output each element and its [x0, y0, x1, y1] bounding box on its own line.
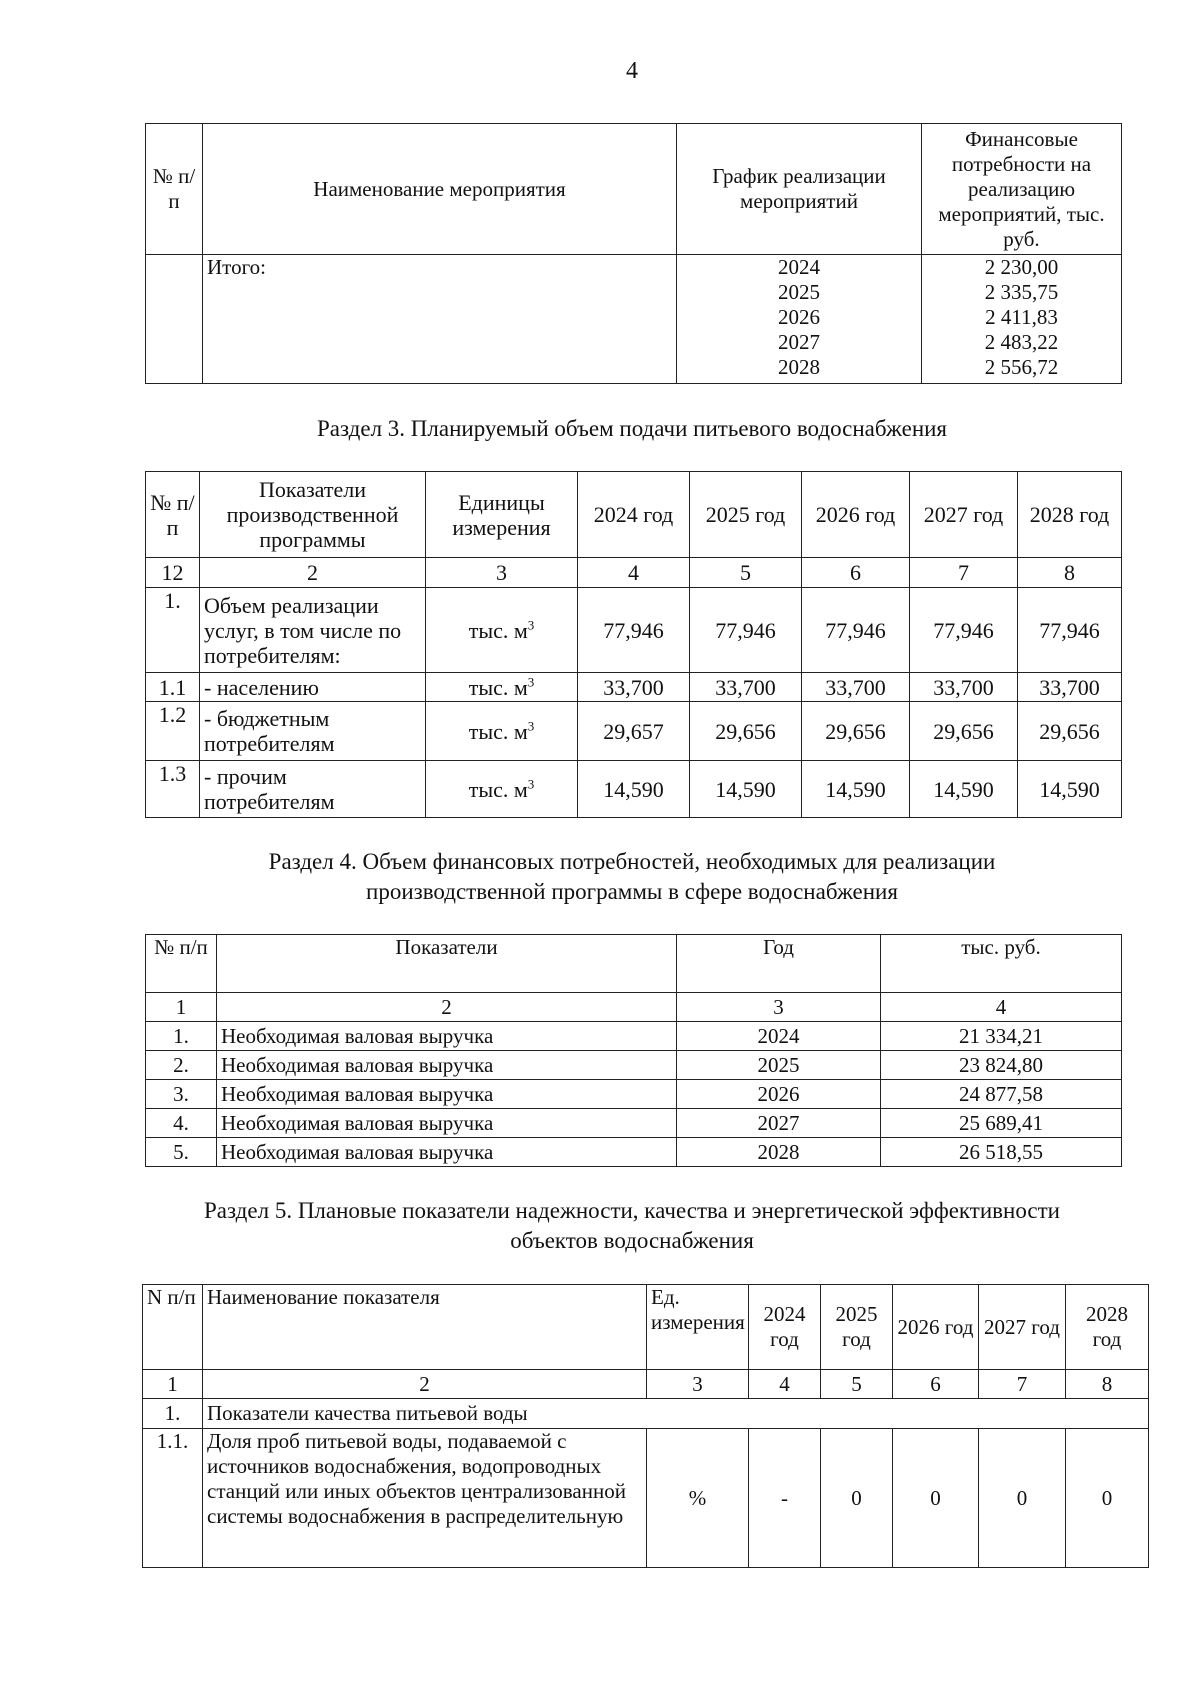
cell-text: 3 — [527, 617, 535, 633]
years-cell — [677, 255, 922, 384]
table-cell — [426, 588, 578, 673]
cell-text: 2 411,83 — [985, 305, 1058, 329]
table-cell: 29,656 — [910, 702, 1018, 761]
table-cell: 1. — [146, 588, 200, 673]
header-cell: № п/п — [146, 472, 200, 558]
table-cell: 1.3 — [146, 761, 200, 818]
cell-text: тыс. м — [468, 674, 528, 700]
table-cell: 2025 год — [821, 1285, 893, 1370]
cell-text: 3 — [527, 718, 535, 734]
table-cell: 2024 — [677, 1022, 881, 1051]
table-cell: 2 — [203, 1370, 647, 1399]
table-cell: 14,590 — [910, 761, 1018, 818]
cell-text: тыс. м — [468, 617, 528, 643]
table-cell: 4. — [146, 1109, 217, 1138]
table-cell: Необходимая валовая выручка — [217, 1109, 677, 1138]
header-cell: 2025 год — [690, 472, 802, 558]
table-cell: 2027 — [677, 1109, 881, 1138]
table-cell: - — [749, 1429, 821, 1568]
table-cell: Наименование показателя — [203, 1285, 647, 1370]
table-cell: Год — [677, 935, 881, 993]
table-cell: № п/п — [146, 935, 217, 993]
table-cell: - населению — [200, 673, 426, 702]
total-label: Итого: — [203, 255, 677, 384]
table-cell: 1. — [146, 1022, 217, 1051]
table-header-row — [146, 935, 1122, 993]
table-cell: 77,946 — [578, 588, 690, 673]
table-cell: 4 — [578, 558, 690, 588]
table-cell: 29,657 — [578, 702, 690, 761]
table-row — [146, 673, 1122, 702]
total-row — [146, 255, 1122, 384]
table-cell: 29,656 — [690, 702, 802, 761]
table-cell: 12 — [146, 558, 200, 588]
table-cell: N п/п — [143, 1285, 203, 1370]
table-cell: 33,700 — [690, 673, 802, 702]
table-header-row — [146, 472, 1122, 558]
section4-title-line2: производственной программы в сфере водоснабжения — [366, 879, 898, 904]
table-cell: 26 518,55 — [881, 1138, 1122, 1167]
table-cell: 8 — [1018, 558, 1122, 588]
table-cell: 14,590 — [802, 761, 910, 818]
section5-title-line1: Раздел 5. Плановые показатели надежности, качества и энергетической эффективности — [204, 1198, 1060, 1223]
table-cell: 3. — [146, 1080, 217, 1109]
column-number-row — [143, 1370, 1149, 1399]
table-cell: 6 — [802, 558, 910, 588]
table-cell: 77,946 — [1018, 588, 1122, 673]
table-row — [146, 1022, 1122, 1051]
table-cell: 2024 год — [749, 1285, 821, 1370]
table-cell: 2026 год — [893, 1285, 979, 1370]
table-cell: 14,590 — [1018, 761, 1122, 818]
table-cell: 14,590 — [690, 761, 802, 818]
table-row — [146, 588, 1122, 673]
table-cell: 77,946 — [802, 588, 910, 673]
page-number: 4 — [626, 58, 638, 84]
cell-text: тыс. м — [468, 718, 528, 744]
group-row — [143, 1399, 1149, 1429]
financial-needs-table — [145, 934, 1122, 1167]
table-row — [146, 1051, 1122, 1080]
table-cell: 2025 — [677, 1051, 881, 1080]
column-number-row — [146, 558, 1122, 588]
table-cell: 1.1. — [143, 1429, 203, 1568]
header-num: № п/п — [146, 124, 203, 255]
table-cell: Ед. измерения — [647, 1285, 749, 1370]
table-cell: 25 689,41 — [881, 1109, 1122, 1138]
table-cell: 2 — [200, 558, 426, 588]
table-cell: 7 — [979, 1370, 1066, 1399]
section3-title: Раздел 3. Планируемый объем подачи питьевого водоснабжения — [316, 416, 948, 441]
table-cell: Объем реализации услуг, в том числе по потребителям: — [200, 588, 426, 673]
table-row — [146, 1080, 1122, 1109]
table-cell: 2028 — [677, 1138, 881, 1167]
table-cell: 33,700 — [578, 673, 690, 702]
table-cell: 33,700 — [910, 673, 1018, 702]
table-cell: 29,656 — [1018, 702, 1122, 761]
activities-total-table — [145, 123, 1122, 384]
table-cell: 33,700 — [1018, 673, 1122, 702]
table-cell: 77,946 — [690, 588, 802, 673]
table-row — [146, 702, 1122, 761]
table-cell: 1. — [143, 1399, 203, 1429]
table-cell: 5 — [690, 558, 802, 588]
cell-text: 2028 — [778, 355, 820, 379]
table-cell: Необходимая валовая выручка — [217, 1051, 677, 1080]
table-cell — [426, 702, 578, 761]
table-cell: Доля проб питьевой воды, подаваемой с источников водоснабжения, водопроводных станций или иных объектов централизованной системы водоснабжения в распределительную — [203, 1429, 647, 1568]
table-cell: Необходимая валовая выручка — [217, 1022, 677, 1051]
cell-text: тыс. м — [468, 776, 528, 802]
table-cell: 2028 год — [1066, 1285, 1149, 1370]
header-schedule: График реализации мероприятий — [677, 124, 922, 255]
table-cell — [426, 673, 578, 702]
table-cell: тыс. руб. — [881, 935, 1122, 993]
cell-text: 2024 — [778, 255, 820, 279]
header-cell: 2027 год — [910, 472, 1018, 558]
cell-text: 2026 — [778, 305, 820, 329]
reliability-indicators-table — [142, 1284, 1149, 1568]
table-header-row — [146, 124, 1122, 255]
table-cell: Показатели качества питьевой воды — [203, 1399, 1149, 1429]
table-cell: 0 — [821, 1429, 893, 1568]
table-header-row — [143, 1285, 1149, 1370]
section4-title-line1: Раздел 4. Объем финансовых потребностей, необходимых для реализации — [268, 849, 996, 874]
table-cell: 3 — [677, 993, 881, 1022]
table-cell: 0 — [893, 1429, 979, 1568]
table-cell: 5 — [821, 1370, 893, 1399]
table-cell: 2 — [217, 993, 677, 1022]
header-cell: 2024 год — [578, 472, 690, 558]
table-cell: 21 334,21 — [881, 1022, 1122, 1051]
table-cell: 8 — [1066, 1370, 1149, 1399]
table-cell: 29,656 — [802, 702, 910, 761]
table-cell: 3 — [426, 558, 578, 588]
table-cell: 33,700 — [802, 673, 910, 702]
table-cell: 1 — [143, 1370, 203, 1399]
table-row — [146, 1138, 1122, 1167]
cell-text: 3 — [527, 776, 535, 792]
cell-text: 2 483,22 — [984, 330, 1059, 354]
table-cell: 1.2 — [146, 702, 200, 761]
table-cell: 2. — [146, 1051, 217, 1080]
header-cell: Единицы измерения — [426, 472, 578, 558]
table-cell: 2026 — [677, 1080, 881, 1109]
cell-text: 2 230,00 — [984, 255, 1059, 279]
table-cell — [426, 761, 578, 818]
table-cell: % — [647, 1429, 749, 1568]
table-cell: 1.1 — [146, 673, 200, 702]
cell-text: 3 — [527, 674, 535, 690]
table-cell: Показатели — [217, 935, 677, 993]
table-row — [146, 761, 1122, 818]
table-cell: 6 — [893, 1370, 979, 1399]
table-cell: - прочим потребителям — [200, 761, 426, 818]
cell-text: 2027 — [778, 330, 820, 354]
header-name: Наименование мероприятия — [203, 124, 677, 255]
supply-volume-table — [145, 471, 1122, 818]
table-cell: 4 — [749, 1370, 821, 1399]
cell-text: 2 335,75 — [984, 280, 1059, 304]
table-cell: Необходимая валовая выручка — [217, 1138, 677, 1167]
header-cell: 2026 год — [802, 472, 910, 558]
table-cell: 5. — [146, 1138, 217, 1167]
cell-text: 2 556,72 — [984, 355, 1059, 379]
table-cell: 2027 год — [979, 1285, 1066, 1370]
column-number-row — [146, 993, 1122, 1022]
header-cell: 2028 год — [1018, 472, 1122, 558]
table-cell: 14,590 — [578, 761, 690, 818]
table-cell: 24 877,58 — [881, 1080, 1122, 1109]
table-cell: 1 — [146, 993, 217, 1022]
table-cell: 0 — [1066, 1429, 1149, 1568]
table-cell — [146, 255, 203, 384]
table-cell: 4 — [881, 993, 1122, 1022]
header-finance: Финансовые потребности на реализацию мероприятий, тыс. руб. — [922, 124, 1122, 255]
table-cell: 3 — [647, 1370, 749, 1399]
table-row — [146, 1109, 1122, 1138]
table-cell: 23 824,80 — [881, 1051, 1122, 1080]
table-cell: 7 — [910, 558, 1018, 588]
values-cell — [922, 255, 1122, 384]
table-cell: 0 — [979, 1429, 1066, 1568]
table-row — [143, 1429, 1149, 1568]
table-cell: - бюджетным потребителям — [200, 702, 426, 761]
cell-text: 2025 — [778, 280, 820, 304]
table-cell: 77,946 — [910, 588, 1018, 673]
table-cell: Необходимая валовая выручка — [217, 1080, 677, 1109]
header-cell: Показатели производственной программы — [200, 472, 426, 558]
section5-title-line2: объектов водоснабжения — [510, 1228, 754, 1253]
